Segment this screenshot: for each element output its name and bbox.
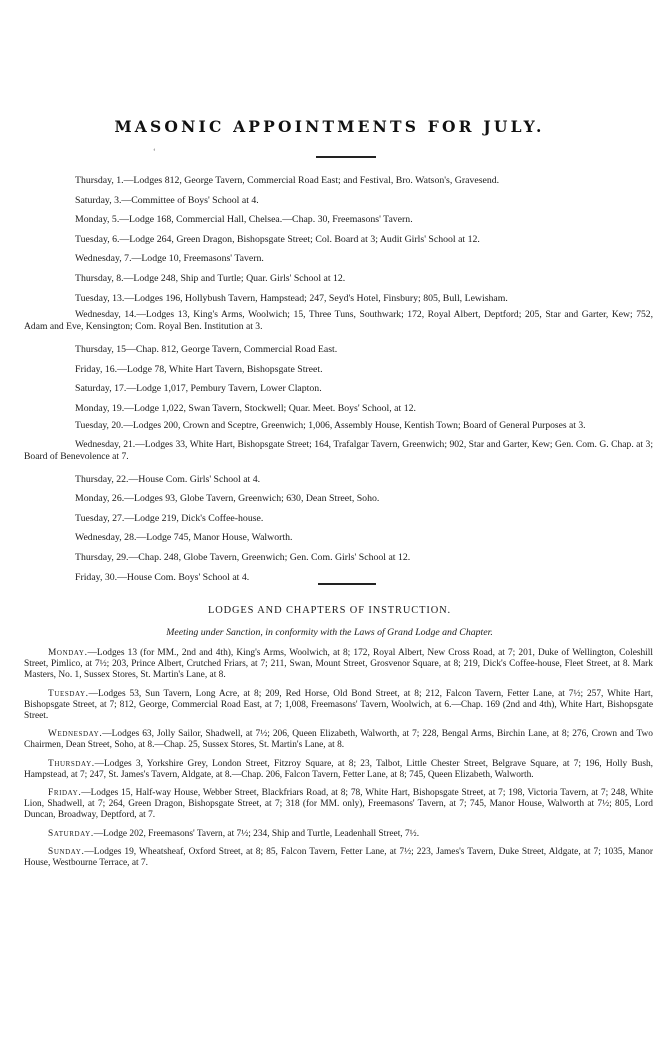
appointment-item: Thursday, 1.—Lodges 812, George Tavern, Commercial Road East; and Festival, Bro. Watson's, Gravesend. [75, 175, 500, 186]
day-text: —Lodges 3, Yorkshire Grey, London Street, Fitzroy Square, at 8; 23, Talbot, Little Chester Street, Belgrave Square, at 7; 196, Holly Bush, Hampstead, at 7; 247, St. James's Tavern, Aldgate, at 8.—Chap. 206, Falcon Tavern, Fetter Lane, at 8; 745, Queen Elizabeth, Walworth. [24, 758, 653, 780]
instruction-paragraph [24, 648, 653, 682]
instruction-paragraph [24, 689, 653, 723]
instruction-paragraph [24, 788, 653, 822]
appointment-item: Friday, 16.—Lodge 78, White Hart Tavern, Bishopsgate Street. [75, 363, 323, 375]
instruction-paragraph [24, 847, 653, 869]
instruction-paragraph [24, 829, 653, 840]
day-text: —Lodges 15, Half-way House, Webber Street, Blackfriars Road, at 8; 78, White Hart, Bishopsgate Street, at 7; 198, Victoria Tavern, at 7; 248, White Lion, Shadwell, at 7; 264, Green Dragon, Bishopsgate Street, at 7; 318 (for MM. only), Freemasons' Tavern, at 7; 745, Manor House, Walworth at 7½; 805, Lord Duncan, Broadway, Deptford, at 7. [24, 788, 653, 821]
appointment-item: Wednesday, 21.—Lodges 33, White Hart, Bishopsgate Street; 164, Trafalgar Tavern, Greenwich; 902, Star and Garter, Kew; Gen. Com. G. Chap. at 3; Board of Benevolence at 7. [24, 438, 653, 462]
appointment-item: Tuesday, 13.—Lodges 196, Hollybush Tavern, Hampstead; 247, Seyd's Hotel, Finsbury; 805, Bull, Lewisham. [75, 292, 508, 304]
appointment-item: Thursday, 15—Chap. 812, George Tavern, Commercial Road East. [75, 344, 338, 356]
appointment-item: Thursday, 22.—House Com. Girls' School at 4. [75, 473, 261, 485]
day-text: —Lodges 19, Wheatsheaf, Oxford Street, at 8; 85, Falcon Tavern, Fetter Lane, at 7½; 223, James's Tavern, Duke Street, Aldgate, at 7; 1035, Manor House, Westbourne Terrace, at 7. [24, 846, 653, 869]
day-text: —Lodges 53, Sun Tavern, Long Acre, at 8; 209, Red Horse, Old Bond Street, at 8; 212, Falcon Tavern, Fetter Lane, at 7½; 257, White Hart, Bishopsgate Street, at 7; 812, George, Commercial Road East, at 7; 1,008, Freemasons' Tavern, Woolwich, at 6.—Chap. 169 (2nd and 4th), White Hart, Bishopsgate Street. [24, 688, 653, 722]
day-text: —Lodge 202, Freemasons' Tavern, at 7½; 234, Ship and Turtle, Leadenhall Street, 7½. [93, 828, 420, 839]
appointment-item: Monday, 5.—Lodge 168, Commercial Hall, Chelsea.—Chap. 30, Freemasons' Tavern. [75, 214, 413, 226]
page-title: MASONIC APPOINTMENTS FOR JULY. [114, 117, 545, 136]
appointment-item: Wednesday, 28.—Lodge 745, Manor House, Walworth. [75, 532, 293, 544]
day-label: Friday. [48, 788, 82, 799]
day-label: Thursday. [48, 758, 95, 769]
appointment-item: Saturday, 17.—Lodge 1,017, Pembury Tavern, Lower Clapton. [75, 383, 322, 395]
day-label: Wednesday. [48, 729, 103, 740]
appointment-item: Thursday, 29.—Chap. 248, Globe Tavern, Greenwich; Gen. Com. Girls' School at 12. [75, 551, 411, 563]
appointment-item: Thursday, 8.—Lodge 248, Ship and Turtle; Quar. Girls' School at 12. [75, 272, 346, 284]
instruction-paragraph [24, 729, 653, 751]
appointment-item: Saturday, 3.—Committee of Boys' School at 4. [75, 194, 259, 206]
day-label: Monday. [48, 648, 88, 658]
instruction-paragraph [24, 759, 653, 781]
instruction-list [24, 648, 653, 876]
day-text: —Lodges 13 (for MM., 2nd and 4th), King's Arms, Woolwich, at 8; 172, Royal Albert, New Cross Road, at 7; 201, Duke of Wellington, Coleshill Street, Pimlico, at 7½; 203, Prince Albert, Crutched Friars, at 7; 211, Swan, Mount Street, Grosvenor Square, at 8; 219, Dick's Coffee-house, Fleet Street, at 8. Mark Masters, No. 1, Sussex Stores, St. Martin's Lane, at 8. [24, 648, 653, 681]
day-label: Tuesday. [48, 688, 89, 699]
instruction-heading: LODGES AND CHAPTERS OF INSTRUCTION. [207, 605, 452, 616]
appointment-item: Wednesday, 14.—Lodges 13, King's Arms, Woolwich; 15, Three Tuns, Southwark; 172, Royal Albert, Deptford; 205, Star and Garter, Kew; 752, Adam and Eve, Kensington; Com. Royal Ben. Institution at 3. [24, 309, 653, 333]
day-label: Saturday. [48, 828, 94, 839]
appointment-item: Friday, 30.—House Com. Boys' School at 4. [75, 571, 250, 583]
appointments-list [0, 171, 659, 587]
instruction-note: Meeting under Sanction, in conformity with the Laws of Grand Lodge and Chapter. [166, 627, 493, 638]
title-divider [316, 156, 376, 158]
appointment-item: Wednesday, 7.—Lodge 10, Freemasons' Tavern. [75, 253, 264, 265]
appointment-item: Monday, 19.—Lodge 1,022, Swan Tavern, Stockwell; Quar. Meet. Boys' School, at 12. [75, 402, 416, 414]
appointment-item: Tuesday, 20.—Lodges 200, Crown and Sceptre, Greenwich; 1,006, Assembly House, Kentish Town; Board of General Purposes at 3. [75, 419, 586, 431]
section-divider [318, 583, 376, 585]
day-text: —Lodges 63, Jolly Sailor, Shadwell, at 7½; 206, Queen Elizabeth, Walworth, at 7; 228, Bengal Arms, Birchin Lane, at 8; 276, Crown and Two Chairmen, Dean Street, Soho, at 8.—Chap. 25, Sussex Stores, St. Martin's Lane, at 8. [24, 729, 653, 751]
appointment-item: Tuesday, 27.—Lodge 219, Dick's Coffee-house. [75, 512, 264, 524]
appointment-item: Tuesday, 6.—Lodge 264, Green Dragon, Bishopsgate Street; Col. Board at 3; Audit Girls' School at 12. [75, 233, 480, 245]
day-label: Sunday. [48, 846, 85, 857]
appointment-item: Monday, 26.—Lodges 93, Globe Tavern, Greenwich; 630, Dean Street, Soho. [75, 493, 380, 505]
stray-mark: ‘ [153, 147, 156, 156]
